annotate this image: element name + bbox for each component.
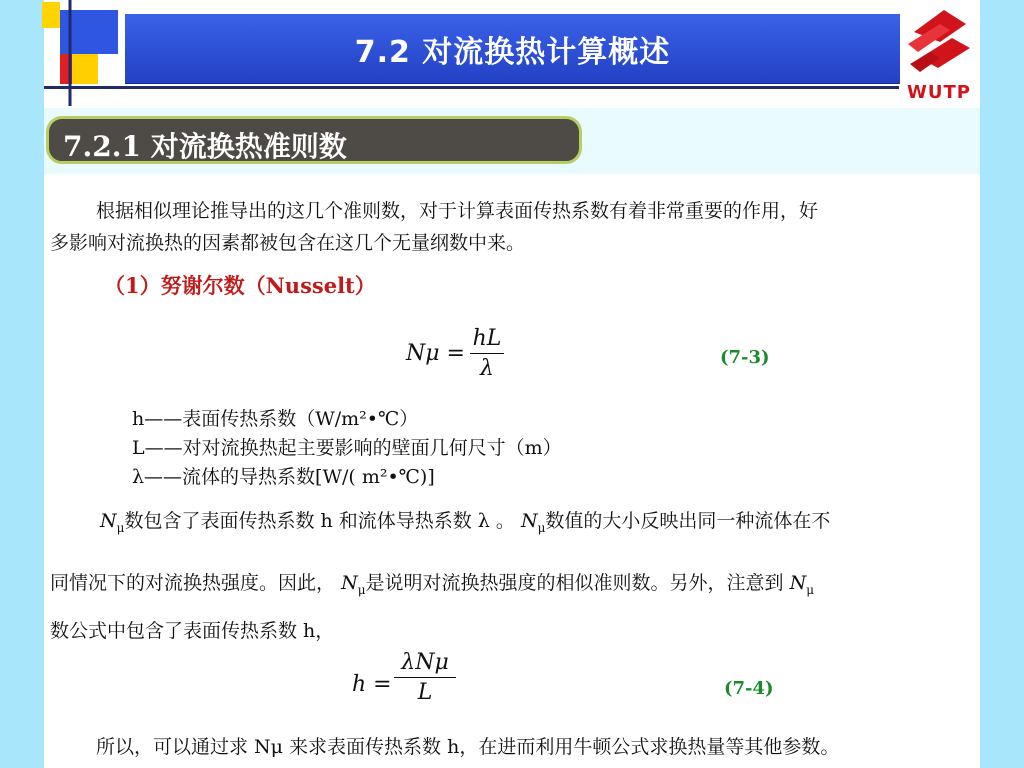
definition-h: h——表面传热系数（W/m²•℃） — [132, 408, 419, 430]
deco-square-yellow — [42, 2, 60, 28]
eq1-denominator: λ — [480, 356, 494, 381]
nusselt-heading: （1）努谢尔数（Nusselt） — [104, 273, 376, 298]
logo-mark-icon — [900, 2, 978, 82]
paragraph-line-1 — [100, 506, 830, 535]
eq2-denominator: L — [417, 680, 433, 705]
eq2-numerator: λNμ — [401, 650, 449, 675]
definition-L: L——对对流换热起主要影响的壁面几何尺寸（m） — [132, 437, 562, 459]
nu-subscript: μ — [116, 521, 125, 535]
deco-square-yellow-2 — [72, 54, 98, 84]
eq1-fraction-bar — [470, 353, 504, 354]
corner-decoration — [30, 0, 130, 108]
eq2-fraction-bar — [394, 677, 456, 678]
section-heading: 7.2.1 对流换热准则数 — [63, 130, 347, 163]
intro-line-2: 多影响对流换热的因素都被包含在这几个无量纲数中来。 — [50, 232, 526, 254]
logo-text: WUTP — [907, 82, 971, 103]
definition-lambda: λ——流体的导热系数[W/( m²•℃)] — [132, 466, 435, 488]
paragraph-line-3: 数公式中包含了表面传热系数 h， — [50, 620, 335, 642]
paragraph-line-2 — [50, 568, 814, 597]
nu-symbol: N — [341, 572, 358, 594]
eq1-fraction — [470, 326, 504, 381]
intro-line-1: 根据相似理论推导出的这几个准则数，对于计算表面传热系数有着非常重要的作用，好 — [96, 200, 819, 222]
wutp-logo — [900, 2, 978, 106]
right-side-band — [980, 0, 1024, 768]
eq2-number: (7-4) — [724, 678, 774, 699]
paragraph-2b: 是说明对流换热强度的相似准则数。另外，注意到 — [365, 572, 784, 594]
paragraph-1b: 数值的大小反映出同一种流体在不 — [545, 510, 831, 532]
nu-symbol: N — [789, 572, 807, 594]
paragraph-1a: 数包含了表面传热系数 h 和流体导热系数 λ 。 — [124, 510, 515, 532]
eq2-fraction — [394, 650, 456, 705]
eq2-lhs: h = — [352, 672, 392, 697]
closing-line: 所以，可以通过求 Nμ 来求表面传热系数 h，在进而利用牛顿公式求换热量等其他参数。 — [96, 736, 840, 758]
nu-subscript: μ — [537, 521, 546, 535]
title-bar — [125, 14, 900, 84]
nu-subscript: μ — [357, 583, 366, 597]
paragraph-2a: 同情况下的对流换热强度。因此， — [50, 572, 336, 594]
nu-subscript: μ — [806, 583, 814, 597]
eq1-numerator: hL — [472, 326, 502, 351]
left-side-band — [0, 0, 44, 768]
page-title: 7.2 对流换热计算概述 — [354, 35, 671, 70]
nu-symbol: N — [100, 510, 117, 532]
section-heading-pill — [46, 116, 582, 164]
eq1-lhs: Nμ = — [406, 341, 465, 366]
eq1-number: (7-3) — [720, 347, 770, 368]
nu-symbol: N — [520, 510, 538, 532]
header-divider-line — [44, 86, 899, 89]
